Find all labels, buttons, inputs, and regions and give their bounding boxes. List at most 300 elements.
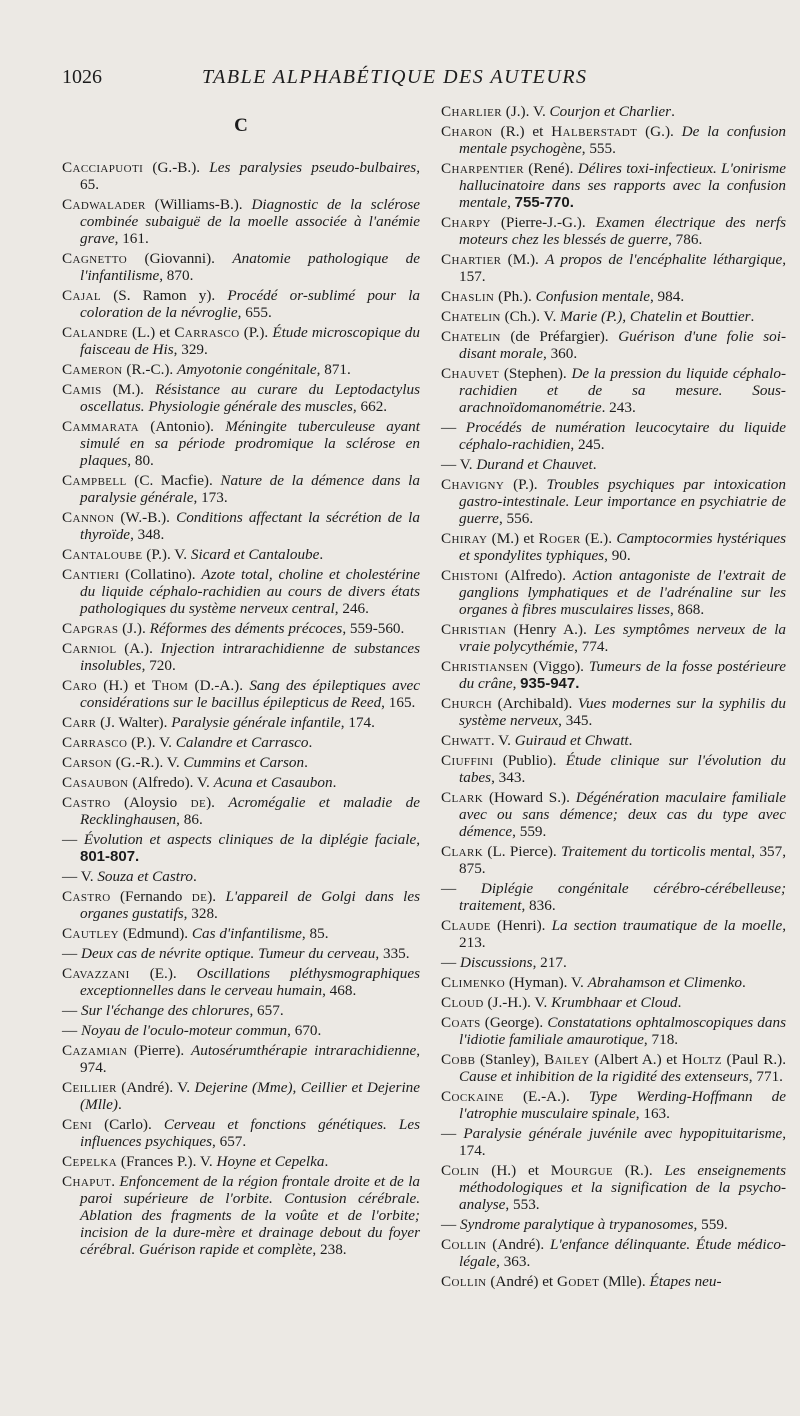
left-column xyxy=(62,103,420,1261)
page-reference: . xyxy=(741,974,746,991)
work-title: Deux cas de névrite optique. Tumeur du cerveau xyxy=(80,945,376,962)
page-reference: , 245. xyxy=(570,436,605,453)
entry-text: (W.-B.). xyxy=(114,509,177,526)
entry-text: ). xyxy=(206,794,229,811)
entry-text: (Publio). xyxy=(493,752,566,769)
entry-text: (Alfredo). xyxy=(498,567,573,584)
entry-text: (J. Walter). xyxy=(96,714,172,731)
index-entry xyxy=(62,159,420,193)
entry-text: (Giovanni). xyxy=(127,250,233,267)
entry-text: . xyxy=(111,1173,120,1190)
author-name: Church xyxy=(441,695,493,712)
author-name: Charon xyxy=(441,123,493,140)
work-title: Marie (P.), Chatelin et Bouttier xyxy=(560,308,751,325)
author-name: Cockaine xyxy=(441,1088,504,1105)
entry-text: — xyxy=(441,1216,460,1233)
index-entry xyxy=(62,640,420,674)
index-entry xyxy=(441,251,786,285)
entry-text: (Pierre). xyxy=(127,1042,191,1059)
page-range-bold: 755-770. xyxy=(514,194,574,211)
author-name: Capgras xyxy=(62,620,119,637)
author-name: Cautley xyxy=(62,925,119,942)
index-entry: — Évolution et aspects cliniques de la diplégie faciale, 801-807. xyxy=(62,831,421,865)
index-entry xyxy=(441,419,786,453)
work-title: La section traumatique de la moelle xyxy=(551,917,783,934)
work-title: Diagnostic de la sclérose combinée subaiguë de la moelle associée à l'anémie grave xyxy=(80,196,420,247)
index-entry xyxy=(441,1236,786,1270)
entry-text: (E.-A.). xyxy=(503,1088,589,1105)
page-reference: , 774. xyxy=(574,638,609,655)
entry-text: (de Préfargier). xyxy=(500,328,619,345)
index-entry xyxy=(62,324,420,358)
entry-text: (P.). V. xyxy=(127,734,176,751)
work-title: Paralysie générale juvénile avec hypopituitarisme xyxy=(463,1125,783,1142)
entry-text: ). xyxy=(207,888,226,905)
author-name: Chauvet xyxy=(441,365,500,382)
page-reference: , 173. xyxy=(193,489,228,506)
author-name: Cannon xyxy=(62,509,115,526)
entry-text: (S. Ramon y). xyxy=(101,287,228,304)
entry-text: (J.). V. xyxy=(502,103,550,120)
page-reference: , 786. xyxy=(668,231,703,248)
running-header xyxy=(62,66,760,96)
index-entry xyxy=(62,196,420,247)
work-title: Dégénération maculaire familiale avec ou sans démence; deux cas du type avec démence xyxy=(459,789,786,840)
index-entry xyxy=(62,925,420,942)
work-title: De la confusion mentale psychogène xyxy=(459,123,786,157)
page-reference: , 984. xyxy=(649,288,685,305)
page-reference: , 157. xyxy=(459,251,786,285)
page-reference: , 974. xyxy=(80,1042,420,1076)
author-name: Clark xyxy=(441,843,484,860)
index-entry xyxy=(441,974,786,991)
work-title: Souza et Castro xyxy=(97,868,193,885)
author-name: Cameron xyxy=(62,361,123,378)
author-name: Calandre xyxy=(62,324,128,341)
entry-text: (Antonio). xyxy=(139,418,226,435)
page-reference: , 328. xyxy=(183,905,218,922)
index-entry xyxy=(62,1079,420,1113)
page-reference: , 345. xyxy=(558,712,593,729)
index-entry xyxy=(62,250,420,284)
work-title: Sur l'échange des chlorures xyxy=(80,1002,250,1019)
page-reference: . xyxy=(592,456,597,473)
author-name: Cazamian xyxy=(62,1042,128,1059)
index-entry xyxy=(441,1051,786,1085)
author-name: Chaput xyxy=(62,1173,112,1190)
page-reference: , 555. xyxy=(581,140,616,157)
page-reference: , 246. xyxy=(334,600,369,617)
entry-text: (Pierre-J.-G.). xyxy=(490,214,596,231)
page-reference: , 329. xyxy=(173,341,208,358)
page-reference: , 553. xyxy=(505,1196,540,1213)
author-name: Chwatt xyxy=(441,732,491,749)
page-range-bold: 801-807. xyxy=(80,848,140,865)
author-name: Ceillier xyxy=(62,1079,117,1096)
entry-text: (M.). xyxy=(501,251,546,268)
entry-text: (R.). xyxy=(612,1162,665,1179)
entry-text: (Archibald). xyxy=(492,695,578,712)
author-name: Chavigny xyxy=(441,476,505,493)
index-entry xyxy=(62,734,420,751)
entry-text: — xyxy=(62,945,81,962)
entry-text: (G.). xyxy=(637,123,682,140)
index-entry xyxy=(441,1216,786,1233)
author-name: Climenko xyxy=(441,974,506,991)
entry-text: (George). xyxy=(480,1014,548,1031)
entry-text: (Mlle). xyxy=(599,1273,650,1290)
index-entry xyxy=(62,794,420,828)
work-title: Anatomie pathologique de l'infantilisme xyxy=(80,250,420,284)
author-name: Casaubon xyxy=(62,774,129,791)
page-reference: , 174. xyxy=(340,714,375,731)
entry-text: (Henri). xyxy=(490,917,552,934)
entry-text: (E.). xyxy=(129,965,197,982)
page-reference: , 86. xyxy=(176,811,203,828)
author-name: Clark xyxy=(441,789,484,806)
author-name: Charpy xyxy=(441,214,491,231)
work-title: Azote total, choline et cholestérine du liquide céphalo-rachidien au cours de divers états pathologiques du système nerveux central xyxy=(80,566,420,617)
work-title: Les paralysies pseudo-bulbaires xyxy=(209,159,417,176)
work-title: Traitement du torticolis mental xyxy=(561,843,752,860)
entry-text: (Stanley), xyxy=(475,1051,545,1068)
page-number: 1026 xyxy=(62,66,102,88)
index-entry xyxy=(62,1173,420,1258)
page-reference: . xyxy=(671,103,675,120)
index-entry xyxy=(441,621,786,655)
work-title: Procédé or-sublimé pour la coloration de la névroglie xyxy=(80,287,421,321)
author-name: Castro xyxy=(62,888,111,905)
page-reference: , 65. xyxy=(80,159,420,193)
author-name: Camis xyxy=(62,381,102,398)
index-entry xyxy=(62,945,420,962)
entry-text: (L. Pierce). xyxy=(483,843,562,860)
work-title: L'enfance délinquante. Étude médico-légale xyxy=(459,1236,786,1270)
author-name: Chaslin xyxy=(441,288,495,305)
page-reference: , 165. xyxy=(381,694,416,711)
entry-text: (André) et xyxy=(486,1273,557,1290)
work-title: Les enseignements méthodologiques et la signification de la psycho-analyse xyxy=(459,1162,786,1213)
work-title: Type Werding-Hoffmann de l'atrophie musculaire spinale xyxy=(459,1088,786,1122)
index-entry xyxy=(62,1153,420,1170)
entry-text: (L.) et xyxy=(127,324,175,341)
page-reference: , 662. xyxy=(352,398,388,415)
index-entry xyxy=(441,917,786,951)
work-title: L'appareil de Golgi dans les organes gustatifs xyxy=(80,888,421,922)
index-entry xyxy=(62,1042,420,1076)
entry-text: — V. xyxy=(62,868,98,885)
page-reference: . xyxy=(304,754,308,771)
work-title: Constatations ophtalmoscopiques dans l'idiotie familiale amaurotique xyxy=(459,1014,786,1048)
work-title: Vues modernes sur la syphilis du système nerveux xyxy=(459,695,786,729)
entry-text: (Frances P.). V. xyxy=(117,1153,217,1170)
index-entry xyxy=(441,288,786,305)
index-entry xyxy=(62,965,420,999)
author-name: de xyxy=(191,888,208,905)
entry-text: . V. xyxy=(490,732,515,749)
entry-text: (E.). xyxy=(580,530,617,547)
author-name: Bailey xyxy=(544,1051,590,1068)
work-title: Injection intrarachidienne de substances insolubles xyxy=(80,640,420,674)
work-title: Troubles psychiques par intoxication gastro-intestinale. Leur importance en psychiatrie de guerre xyxy=(459,476,786,527)
author-name: Collin xyxy=(441,1236,487,1253)
entry-text: (A.). xyxy=(116,640,161,657)
page-reference: , 468. xyxy=(322,982,357,999)
author-name: Ceni xyxy=(62,1116,93,1133)
author-name: Halberstadt xyxy=(551,123,638,140)
page-reference: , 363. xyxy=(496,1253,531,1270)
page-reference: , 670. xyxy=(287,1022,322,1039)
work-title: Enfoncement de la région frontale droite et de la paroi supérieure de l'orbite. Contusion cérébrale. Ablation des fragments de la voûte et de l'orbite; incision de la dure-mère et drainage debout du foyer cérébral. Guérison rapide et complète xyxy=(80,1173,421,1258)
index-entry xyxy=(441,476,786,527)
author-name: Charpentier xyxy=(441,160,524,177)
work-title: Guérison d'une folie soi-disant morale xyxy=(459,328,786,362)
author-name: Carrasco xyxy=(62,734,128,751)
index-entry xyxy=(62,888,420,922)
page-reference: , 718. xyxy=(643,1031,679,1048)
page-reference: , 559-560. xyxy=(342,620,405,637)
index-entry xyxy=(62,287,420,321)
author-name: Holtz xyxy=(681,1051,722,1068)
work-title: De la pression du liquide céphalo-rachidien et de sa mesure. Sous-arachnoïdomanométrie xyxy=(459,365,787,416)
section-letter: C xyxy=(234,115,248,136)
index-entry xyxy=(441,567,786,618)
work-title: Acromégalie et maladie de Recklinghausen xyxy=(80,794,421,828)
work-title: Examen électrique des nerfs moteurs chez les blessés de guerre xyxy=(459,214,786,248)
index-entry xyxy=(62,714,420,731)
author-name: Cagnetto xyxy=(62,250,128,267)
author-name: Cacciapuoti xyxy=(62,159,144,176)
work-title: Procédés de numération leucocytaire du liquide céphalo-rachidien xyxy=(459,419,786,453)
index-entry xyxy=(62,677,420,711)
page-reference: . xyxy=(332,774,337,791)
index-entry xyxy=(62,620,420,637)
entry-text: (P.). V. xyxy=(142,546,191,563)
index-entry xyxy=(441,123,786,157)
index-entry xyxy=(441,752,786,786)
entry-text: (R.) et xyxy=(492,123,552,140)
page-reference: . 243. xyxy=(601,399,636,416)
entry-text: — xyxy=(441,954,460,971)
index-entry xyxy=(62,754,420,771)
entry-text: — xyxy=(62,831,84,848)
work-title: Nature de la démence dans la paralysie générale xyxy=(80,472,420,506)
author-name: Christian xyxy=(441,621,507,638)
index-entry xyxy=(441,103,786,120)
page-reference: , 217. xyxy=(532,954,567,971)
author-name: Cantaloube xyxy=(62,546,143,563)
index-entry xyxy=(441,214,786,248)
author-name: Chartier xyxy=(441,251,502,268)
entry-text: (René). xyxy=(523,160,578,177)
author-name: Carrasco xyxy=(174,324,240,341)
author-name: Collin xyxy=(441,1273,487,1290)
work-title: Cummins et Carson xyxy=(183,754,305,771)
work-title: Oscillations pléthysmographiques exceptionnelles dans le cerveau humain xyxy=(80,965,420,999)
work-title: Méningite tuberculeuse ayant simulé en sa période prodromique la sclérose en plaques xyxy=(80,418,420,469)
page-reference: , 870. xyxy=(159,267,194,284)
page-reference: , 360. xyxy=(542,345,578,362)
author-name: Cavazzani xyxy=(62,965,130,982)
work-title: Résistance au curare du Leptodactylus oscellatus. Physiologie générale des muscles xyxy=(80,381,420,415)
page-reference: . xyxy=(308,734,313,751)
author-name: Cantieri xyxy=(62,566,120,583)
work-title: Évolution et aspects cliniques de la diplégie faciale xyxy=(83,831,417,848)
index-entry xyxy=(441,880,786,914)
index-entry xyxy=(441,954,786,971)
index-entry xyxy=(62,1002,420,1019)
index-entry xyxy=(441,994,786,1011)
entry-text: (Edmund). xyxy=(118,925,192,942)
work-title: Autosérumthérapie intrarachidienne xyxy=(190,1042,417,1059)
index-entry: Christiansen (Viggo). Tumeurs de la fosse postérieure du crâne, 935-947. xyxy=(441,658,786,692)
entry-text: (Williams-B.). xyxy=(145,196,252,213)
work-title: Hoyne et Cepelka xyxy=(216,1153,325,1170)
author-name: Ciuffini xyxy=(441,752,494,769)
work-title: Krumbhaar et Cloud xyxy=(551,994,678,1011)
index-entry xyxy=(62,472,420,506)
entry-text: (G.-R.). V. xyxy=(111,754,184,771)
author-name: Cajal xyxy=(62,287,102,304)
entry-text: — xyxy=(441,880,481,897)
entry-text: (M.). xyxy=(101,381,156,398)
index-entry xyxy=(441,456,786,473)
page-reference: , 559. xyxy=(512,823,547,840)
page-reference: , 348. xyxy=(130,526,165,543)
entry-text: (Ph.). xyxy=(494,288,536,305)
page-reference: , 559. xyxy=(693,1216,728,1233)
index-entry xyxy=(62,381,420,415)
work-title: Confusion mentale xyxy=(535,288,650,305)
index-entry xyxy=(441,1162,786,1213)
entry-text: (P.). xyxy=(504,476,547,493)
author-name: Chatelin xyxy=(441,328,501,345)
author-name: Chatelin xyxy=(441,308,501,325)
entry-text: (Ch.). V. xyxy=(500,308,561,325)
work-title: Cause et inhibition de la rigidité des extenseurs xyxy=(459,1068,749,1085)
author-name: Cadwalader xyxy=(62,196,146,213)
work-title: Acuna et Casaubon xyxy=(213,774,333,791)
entry-text: (Paul R.). xyxy=(721,1051,786,1068)
index-entry xyxy=(62,1022,420,1039)
work-title: Conditions affectant la sécrétion de la thyroïde xyxy=(80,509,420,543)
page-reference: , 657. xyxy=(249,1002,284,1019)
work-title: Abrahamson et Climenko xyxy=(587,974,742,991)
entry-text: (H.) et xyxy=(479,1162,551,1179)
work-title: Étude microscopique du faisceau de His xyxy=(80,324,420,358)
entry-text: (J.). xyxy=(118,620,150,637)
page-reference: . xyxy=(117,1096,122,1113)
author-name: Chiray xyxy=(441,530,488,547)
page-reference: , 556. xyxy=(498,510,534,527)
page-reference: . xyxy=(677,994,682,1011)
work-title: Discussions xyxy=(459,954,533,971)
running-title: TABLE ALPHABÉTIQUE DES AUTEURS xyxy=(202,66,588,88)
entry-text: (M.) et xyxy=(487,530,539,547)
author-name: Thom xyxy=(151,677,189,694)
page-reference: , 657. xyxy=(212,1133,247,1150)
index-entry xyxy=(441,789,786,840)
author-name: Chistoni xyxy=(441,567,499,584)
page-reference: , 335. xyxy=(375,945,410,962)
work-title: Tumeurs de la fosse postérieure du crâne xyxy=(459,658,786,692)
page-reference: , 174. xyxy=(459,1125,786,1159)
work-title: Les symptômes nerveux de la vraie polycythémie xyxy=(459,621,787,655)
work-title: Étude clinique sur l'évolution du tabes xyxy=(459,752,786,786)
entry-text: (Collatino). xyxy=(119,566,202,583)
entry-text: (R.-C.). xyxy=(122,361,178,378)
work-title: Étapes neu- xyxy=(649,1273,722,1290)
page-reference: , 868. xyxy=(669,601,705,618)
author-name: Christiansen xyxy=(441,658,529,675)
work-title: Action antagoniste de l'extrait de ganglions lymphatiques et de l'adrénaline sur les organes à fibres musculaires lisses xyxy=(459,567,786,618)
work-title: Syndrome paralytique à trypanosomes xyxy=(459,1216,694,1233)
work-title: Camptocormies hystériques et spondylites typhiques xyxy=(459,530,786,564)
author-name: Carr xyxy=(62,714,97,731)
work-title: Amyotonie congénitale xyxy=(177,361,317,378)
entry-text: (J.-H.). V. xyxy=(483,994,552,1011)
author-name: Colin xyxy=(441,1162,480,1179)
page-reference: , 213. xyxy=(459,917,786,951)
entry-text: — xyxy=(62,1022,81,1039)
page-reference: , 163. xyxy=(635,1105,670,1122)
author-name: Claude xyxy=(441,917,491,934)
entry-text: (Viggo). xyxy=(528,658,589,675)
work-title: Sicard et Cantaloube xyxy=(190,546,320,563)
index-entry xyxy=(441,1125,786,1159)
page-reference: , 771. xyxy=(748,1068,783,1085)
page-reference: , 343. xyxy=(491,769,526,786)
index-entry xyxy=(441,1014,786,1048)
work-title: Délires toxi-infectieux. L'onirisme hallucinatoire dans ses rapports avec la confusion mentale xyxy=(459,160,787,211)
index-entry xyxy=(441,695,786,729)
page-reference: , 357, 875. xyxy=(459,843,787,877)
author-name: de xyxy=(190,794,207,811)
index-entry xyxy=(441,732,786,749)
index-entry xyxy=(62,546,420,563)
page-reference: , 655. xyxy=(237,304,272,321)
page-reference: , 836. xyxy=(521,897,556,914)
page-reference: . xyxy=(192,868,197,885)
work-title: Dejerine (Mme), Ceillier et Dejerine (Mlle) xyxy=(80,1079,420,1113)
entry-text: (Alfredo). V. xyxy=(128,774,214,791)
entry-text: (Stephen). xyxy=(499,365,572,382)
page-reference: , 238. xyxy=(312,1241,347,1258)
author-name: Charlier xyxy=(441,103,502,120)
work-title: Cerveau et fonctions génétiques. Les influences psychiques xyxy=(80,1116,420,1150)
author-name: Carniol xyxy=(62,640,117,657)
work-title: Noyau de l'oculo-moteur commun xyxy=(80,1022,288,1039)
entry-text: (D.-A.). xyxy=(188,677,250,694)
author-name: Campbell xyxy=(62,472,127,489)
entry-text: (Howard S.). xyxy=(483,789,576,806)
work-title: Paralysie générale infantile xyxy=(171,714,341,731)
page-reference: , 90. xyxy=(604,547,631,564)
entry-text: (Fernando xyxy=(110,888,192,905)
work-title: Diplégie congénitale cérébro-cérébelleuse; traitement xyxy=(459,880,787,914)
entry-text: — xyxy=(62,1002,81,1019)
entry-text: — xyxy=(441,1125,464,1142)
author-name: Caro xyxy=(62,677,97,694)
author-name: Coats xyxy=(441,1014,481,1031)
index-entry xyxy=(62,418,420,469)
page-range-bold: 935-947. xyxy=(520,675,580,692)
index-entry xyxy=(441,1273,786,1290)
author-name: Roger xyxy=(538,530,581,547)
index-entry xyxy=(441,843,786,877)
work-title: Calandre et Carrasco xyxy=(175,734,309,751)
index-entry xyxy=(441,328,786,362)
